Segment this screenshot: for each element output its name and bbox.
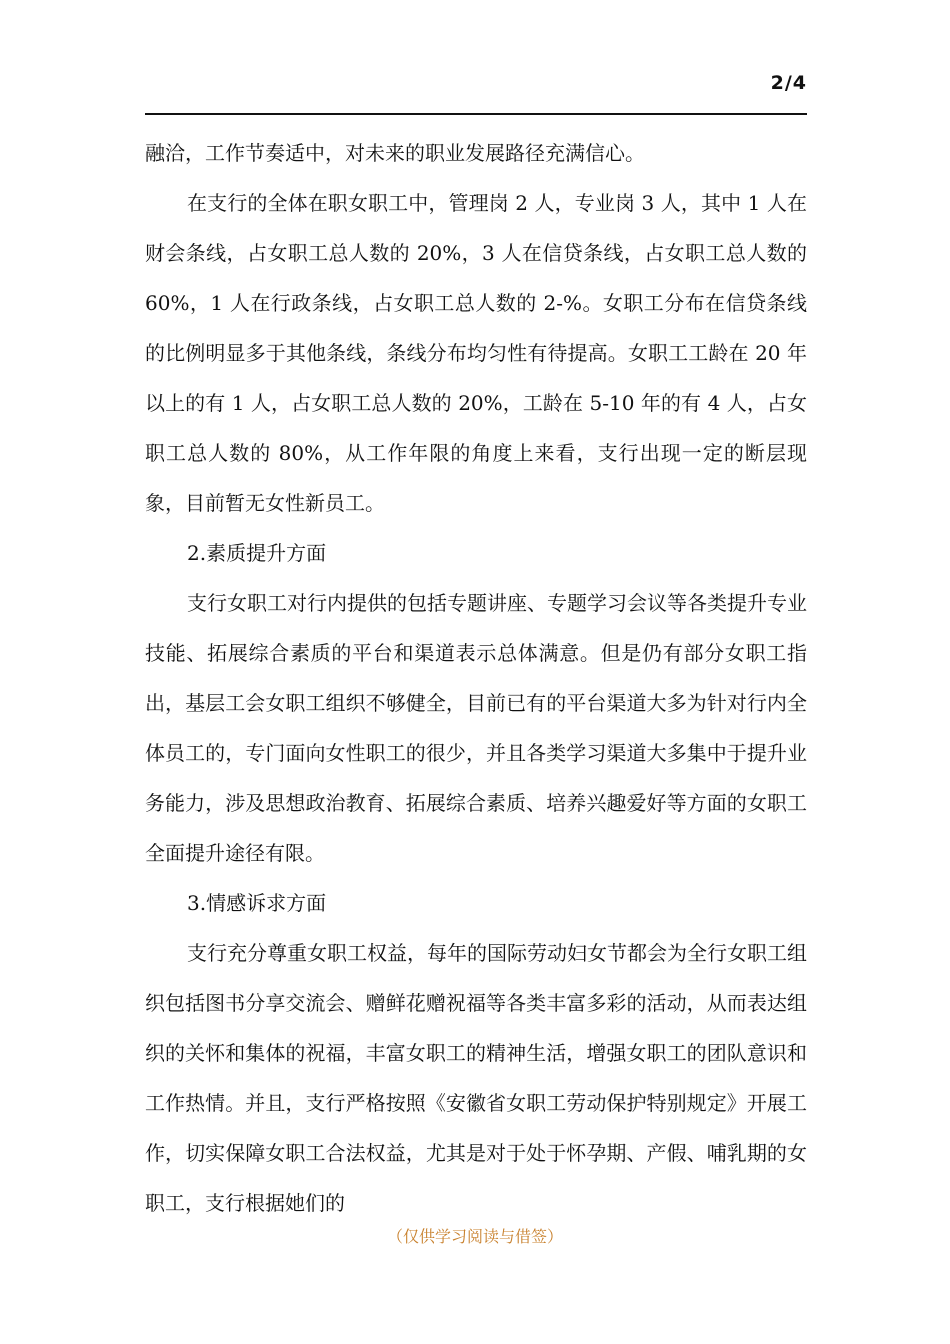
paragraph-continuation: 融洽，工作节奏适中，对未来的职业发展路径充满信心。 [145, 141, 645, 165]
header-divider [145, 113, 807, 115]
section-heading-emotional: 3.情感诉求方面 [187, 891, 327, 915]
document-body [145, 128, 807, 1228]
paragraph-emotional: 支行充分尊重女职工权益，每年的国际劳动妇女节都会为全行女职工组织包括图书分享交流会、赠鲜花赠祝福等各类丰富多彩的活动，从而表达组织的关怀和集体的祝福，丰富女职工的精神生活，增强女职工的团队意识和工作热情。并且，支行严格按照《安徽省女职工劳动保护特别规定》开展工作，切实保障女职工合法权益，尤其是对于处于怀孕期、产假、哺乳期的女职工，支行根据她们的 [145, 941, 807, 1215]
paragraph-staff-distribution: 在支行的全体在职女职工中，管理岗 2 人，专业岗 3 人，其中 1 人在财会条线，占女职工总人数的 20%，3 人在信贷条线，占女职工总人数的 60%，1 人在行政条线，占女职工总人数的 2-%。女职工分布在信贷条线的比例明显多于其他条线，条线分布均匀性有待提高。女职工工龄在 20 年以上的有 1 人，占女职工总人数的 20%，工龄在 5-10 年的有 4 人，占女职工总人数的 80%，从工作年限的角度上来看，支行出现一定的断层现象，目前暂无女性新员工。 [145, 191, 807, 515]
paragraph-quality: 支行女职工对行内提供的包括专题讲座、专题学习会议等各类提升专业技能、拓展综合素质的平台和渠道表示总体满意。但是仍有部分女职工指出，基层工会女职工组织不够健全，目前已有的平台渠道大多为针对行内全体员工的，专门面向女性职工的很少，并且各类学习渠道大多集中于提升业务能力，涉及思想政治教育、拓展综合素质、培养兴趣爱好等方面的女职工全面提升途径有限。 [145, 591, 807, 865]
section-heading-quality: 2.素质提升方面 [187, 541, 327, 565]
page-number: 2/4 [770, 72, 807, 94]
footer-note: （仅供学习阅读与借签） [386, 1227, 563, 1246]
